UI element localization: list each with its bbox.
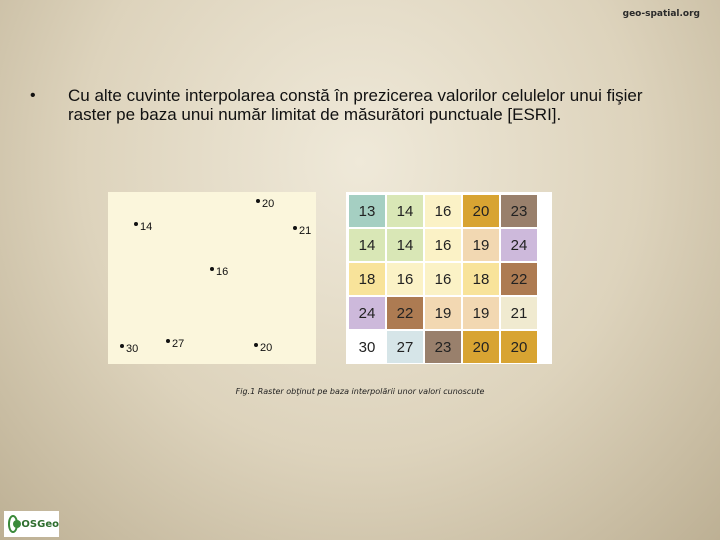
raster-cell: 20	[463, 195, 499, 227]
raster-cell: 20	[463, 331, 499, 363]
raster-cell: 18	[349, 263, 385, 295]
raster-cell: 14	[349, 229, 385, 261]
raster-cell: 16	[387, 263, 423, 295]
raster-cell: 22	[501, 263, 537, 295]
raster-cell: 20	[501, 331, 537, 363]
raster-cell: 27	[387, 331, 423, 363]
sample-point: 20	[256, 198, 274, 210]
sample-point: 14	[134, 221, 152, 233]
raster-grid	[346, 192, 552, 364]
raster-cell: 19	[425, 297, 461, 329]
sample-point: 30	[120, 343, 138, 355]
raster-cell: 30	[349, 331, 385, 363]
raster-cell: 14	[387, 195, 423, 227]
logo-text: OSGeo	[21, 518, 59, 530]
osgeo-logo-icon	[8, 515, 18, 533]
raster-cell: 16	[425, 195, 461, 227]
raster-cell: 18	[463, 263, 499, 295]
sample-point: 20	[254, 342, 272, 354]
sample-point: 27	[166, 338, 184, 350]
raster-cell: 23	[425, 331, 461, 363]
raster-cell: 19	[463, 229, 499, 261]
raster-cell: 19	[463, 297, 499, 329]
sample-point: 21	[293, 225, 311, 237]
raster-cell: 13	[349, 195, 385, 227]
sample-point: 16	[210, 266, 228, 278]
osgeo-logo	[4, 511, 59, 537]
raster-cell: 23	[501, 195, 537, 227]
raster-cell: 16	[425, 263, 461, 295]
bullet-text: Cu alte cuvinte interpolarea constă în prezicerea valorilor celulelor unui fişier raster pe baza unui număr limitat de măsurători punctuale [ESRI].	[68, 86, 643, 124]
raster-cell: 21	[501, 297, 537, 329]
site-name: geo-spatial.org	[622, 9, 700, 19]
point-map	[108, 192, 316, 364]
raster-cell: 16	[425, 229, 461, 261]
bullet-item	[30, 86, 690, 124]
figure-caption: Fig.1 Raster obţinut pe baza interpolării unor valori cunoscute	[235, 387, 485, 396]
raster-cell: 22	[387, 297, 423, 329]
raster-cell: 24	[349, 297, 385, 329]
raster-cell: 24	[501, 229, 537, 261]
bullet-marker: •	[30, 87, 36, 104]
raster-cell: 14	[387, 229, 423, 261]
